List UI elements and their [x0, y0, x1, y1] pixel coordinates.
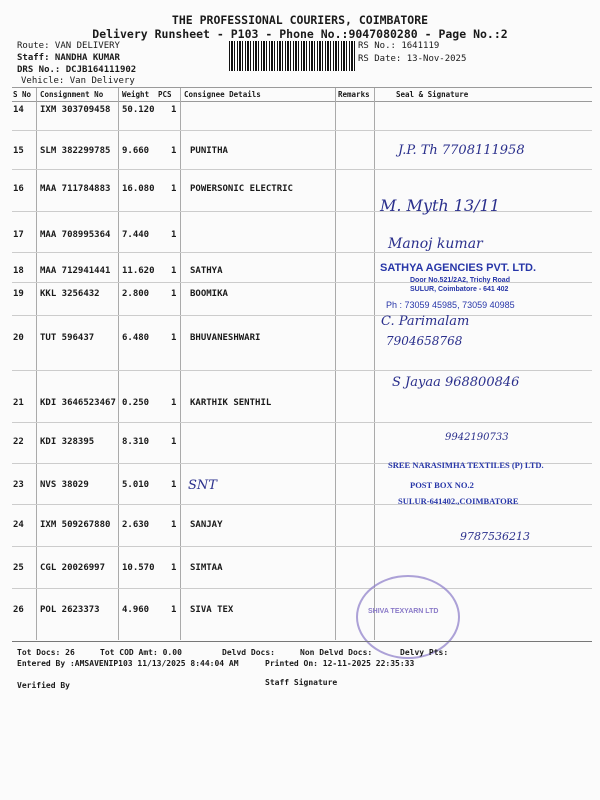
col-sno: S No: [13, 90, 32, 99]
cell-pcs: 1: [171, 480, 177, 490]
cell-pcs: 1: [171, 146, 177, 156]
non-delvd-docs: Non Delvd Docs:: [300, 648, 373, 657]
cell-pcs: 1: [171, 105, 177, 115]
cell-sno: 19: [13, 289, 24, 299]
barcode: [229, 41, 355, 71]
cell-pcs: 1: [171, 605, 177, 615]
cell-wt: 2.800: [122, 289, 150, 299]
cell-pcs: 1: [171, 398, 177, 408]
cell-cn: MAA 708995364: [40, 230, 111, 240]
row-divider: [12, 588, 592, 589]
cell-cn: CGL 20026997: [40, 563, 106, 573]
cell-wt: 8.310: [122, 437, 150, 447]
signature-16: M. Myth 13/11: [380, 196, 500, 215]
cell-cn: TUT 596437: [40, 333, 95, 343]
signature-17: Manoj kumar: [388, 236, 483, 252]
cell-sno: 17: [13, 230, 24, 240]
signature-15: J.P. Th 7708111958: [398, 143, 525, 158]
signature-21: 9942190733: [445, 432, 509, 443]
cell-consignee: SATHYA: [190, 266, 223, 276]
signature-19: C. Parimalam: [381, 314, 470, 329]
delvd-docs: Delvd Docs:: [222, 648, 275, 657]
cell-pcs: 1: [171, 437, 177, 447]
route: Route: VAN DELIVERY: [17, 41, 120, 51]
drs-no: DRS No.: DCJB164111902: [17, 65, 137, 75]
cell-sno: 15: [13, 146, 24, 156]
cell-consignee: POWERSONIC ELECTRIC: [190, 184, 293, 194]
stamp-narasimha-name: SREE NARASIMHA TEXTILES (P) LTD.: [388, 460, 544, 470]
cell-cn: NVS 38029: [40, 480, 89, 490]
signature-19-phone: 7904658768: [386, 334, 463, 348]
cell-pcs: 1: [171, 184, 177, 194]
stamp-narasimha-addr1: POST BOX NO.2: [410, 480, 474, 490]
cell-sno: 20: [13, 333, 24, 343]
signature-20: S Jayaa 968800846: [392, 375, 520, 390]
cell-wt: 16.080: [122, 184, 155, 194]
stamp-sathya-addr1: Door No.521/2A2, Trichy Road: [410, 277, 510, 284]
cell-wt: 10.570: [122, 563, 155, 573]
tot-cod: Tot COD Amt: 0.00: [100, 648, 182, 657]
vehicle: Vehicle: Van Delivery: [21, 76, 135, 86]
cell-sno: 18: [13, 266, 24, 276]
cell-consignee: BOOMIKA: [190, 289, 228, 299]
col-weight: Weight: [122, 90, 150, 99]
rs-no: RS No.: 1641119: [358, 41, 440, 51]
cell-sno: 25: [13, 563, 24, 573]
cell-cn: IXM 303709458: [40, 105, 111, 115]
cell-sno: 23: [13, 480, 24, 490]
cell-cn: IXM 509267880: [40, 520, 111, 530]
col-consignee: Consignee Details: [184, 90, 261, 99]
col-remarks: Remarks: [338, 90, 370, 99]
cell-sno: 21: [13, 398, 24, 408]
signature-23: SNT: [188, 478, 217, 493]
cell-consignee: SANJAY: [190, 520, 223, 530]
cell-sno: 26: [13, 605, 24, 615]
cell-wt: 4.960: [122, 605, 150, 615]
col-pcs: PCS: [158, 90, 172, 99]
stamp-shiva-name: SHIVA TEXYARN LTD: [368, 608, 439, 615]
cell-wt: 7.440: [122, 230, 150, 240]
cell-wt: 9.660: [122, 146, 150, 156]
cell-pcs: 1: [171, 289, 177, 299]
stamp-sathya-phone: Ph : 73059 45985, 73059 40985: [386, 300, 515, 310]
cell-cn: KDI 328395: [40, 437, 95, 447]
row-divider: [12, 252, 592, 253]
cell-cn: KKL 3256432: [40, 289, 100, 299]
cell-cn: MAA 711784883: [40, 184, 111, 194]
signature-24: 9787536213: [460, 530, 530, 543]
cell-pcs: 1: [171, 266, 177, 276]
cell-wt: 2.630: [122, 520, 150, 530]
cell-cn: MAA 712941441: [40, 266, 111, 276]
cell-wt: 50.120: [122, 105, 155, 115]
row-divider: [12, 169, 592, 170]
row-divider: [12, 130, 592, 131]
cell-cn: KDI 3646523467: [40, 398, 116, 408]
row-divider: [12, 370, 592, 371]
row-divider: [12, 211, 592, 212]
staff-signature: Staff Signature: [265, 678, 338, 687]
stamp-sathya-name: SATHYA AGENCIES PVT. LTD.: [380, 262, 537, 274]
col-seal: Seal & Signature: [396, 90, 469, 99]
company-title: THE PROFESSIONAL COURIERS, COIMBATORE: [171, 13, 429, 27]
cell-consignee: SIMTAA: [190, 563, 223, 573]
cell-wt: 0.250: [122, 398, 150, 408]
cell-sno: 14: [13, 105, 24, 115]
row-divider: [12, 546, 592, 547]
tot-docs: Tot Docs: 26: [17, 648, 75, 657]
staff: Staff: NANDHA KUMAR: [17, 53, 120, 63]
stamp-sathya-addr2: SULUR, Coimbatore - 641 402: [410, 286, 509, 293]
stamp-narasimha-addr2: SULUR-641402.,COIMBATORE: [398, 496, 519, 506]
rs-date: RS Date: 13-Nov-2025: [358, 54, 467, 64]
delvy-pts: Delvy Pts:: [400, 648, 449, 657]
col-consignment: Consignment No: [40, 90, 104, 99]
cell-wt: 5.010: [122, 480, 150, 490]
cell-sno: 24: [13, 520, 24, 530]
cell-cn: POL 2623373: [40, 605, 100, 615]
cell-pcs: 1: [171, 563, 177, 573]
cell-pcs: 1: [171, 230, 177, 240]
cell-wt: 11.620: [122, 266, 155, 276]
printed-on: Printed On: 12-11-2025 22:35:33: [265, 659, 415, 668]
row-divider: [12, 422, 592, 423]
cell-consignee: SIVA TEX: [190, 605, 234, 615]
cell-pcs: 1: [171, 520, 177, 530]
cell-wt: 6.480: [122, 333, 150, 343]
cell-sno: 16: [13, 184, 24, 194]
row-divider: [12, 315, 592, 316]
cell-consignee: PUNITHA: [190, 146, 228, 156]
cell-cn: SLM 382299785: [40, 146, 111, 156]
cell-pcs: 1: [171, 333, 177, 343]
entered-by: Entered By :AMSAVENIP103 11/13/2025 8:44:04 AM: [17, 659, 239, 668]
cell-sno: 22: [13, 437, 24, 447]
stamp-shiva-seal: [356, 575, 460, 659]
runsheet-title: Delivery Runsheet - P103 - Phone No.:9047080280 - Page No.:2: [92, 27, 508, 41]
cell-consignee: KARTHIK SENTHIL: [190, 398, 272, 408]
verified-by: Verified By: [17, 681, 70, 690]
cell-consignee: BHUVANESHWARI: [190, 333, 261, 343]
